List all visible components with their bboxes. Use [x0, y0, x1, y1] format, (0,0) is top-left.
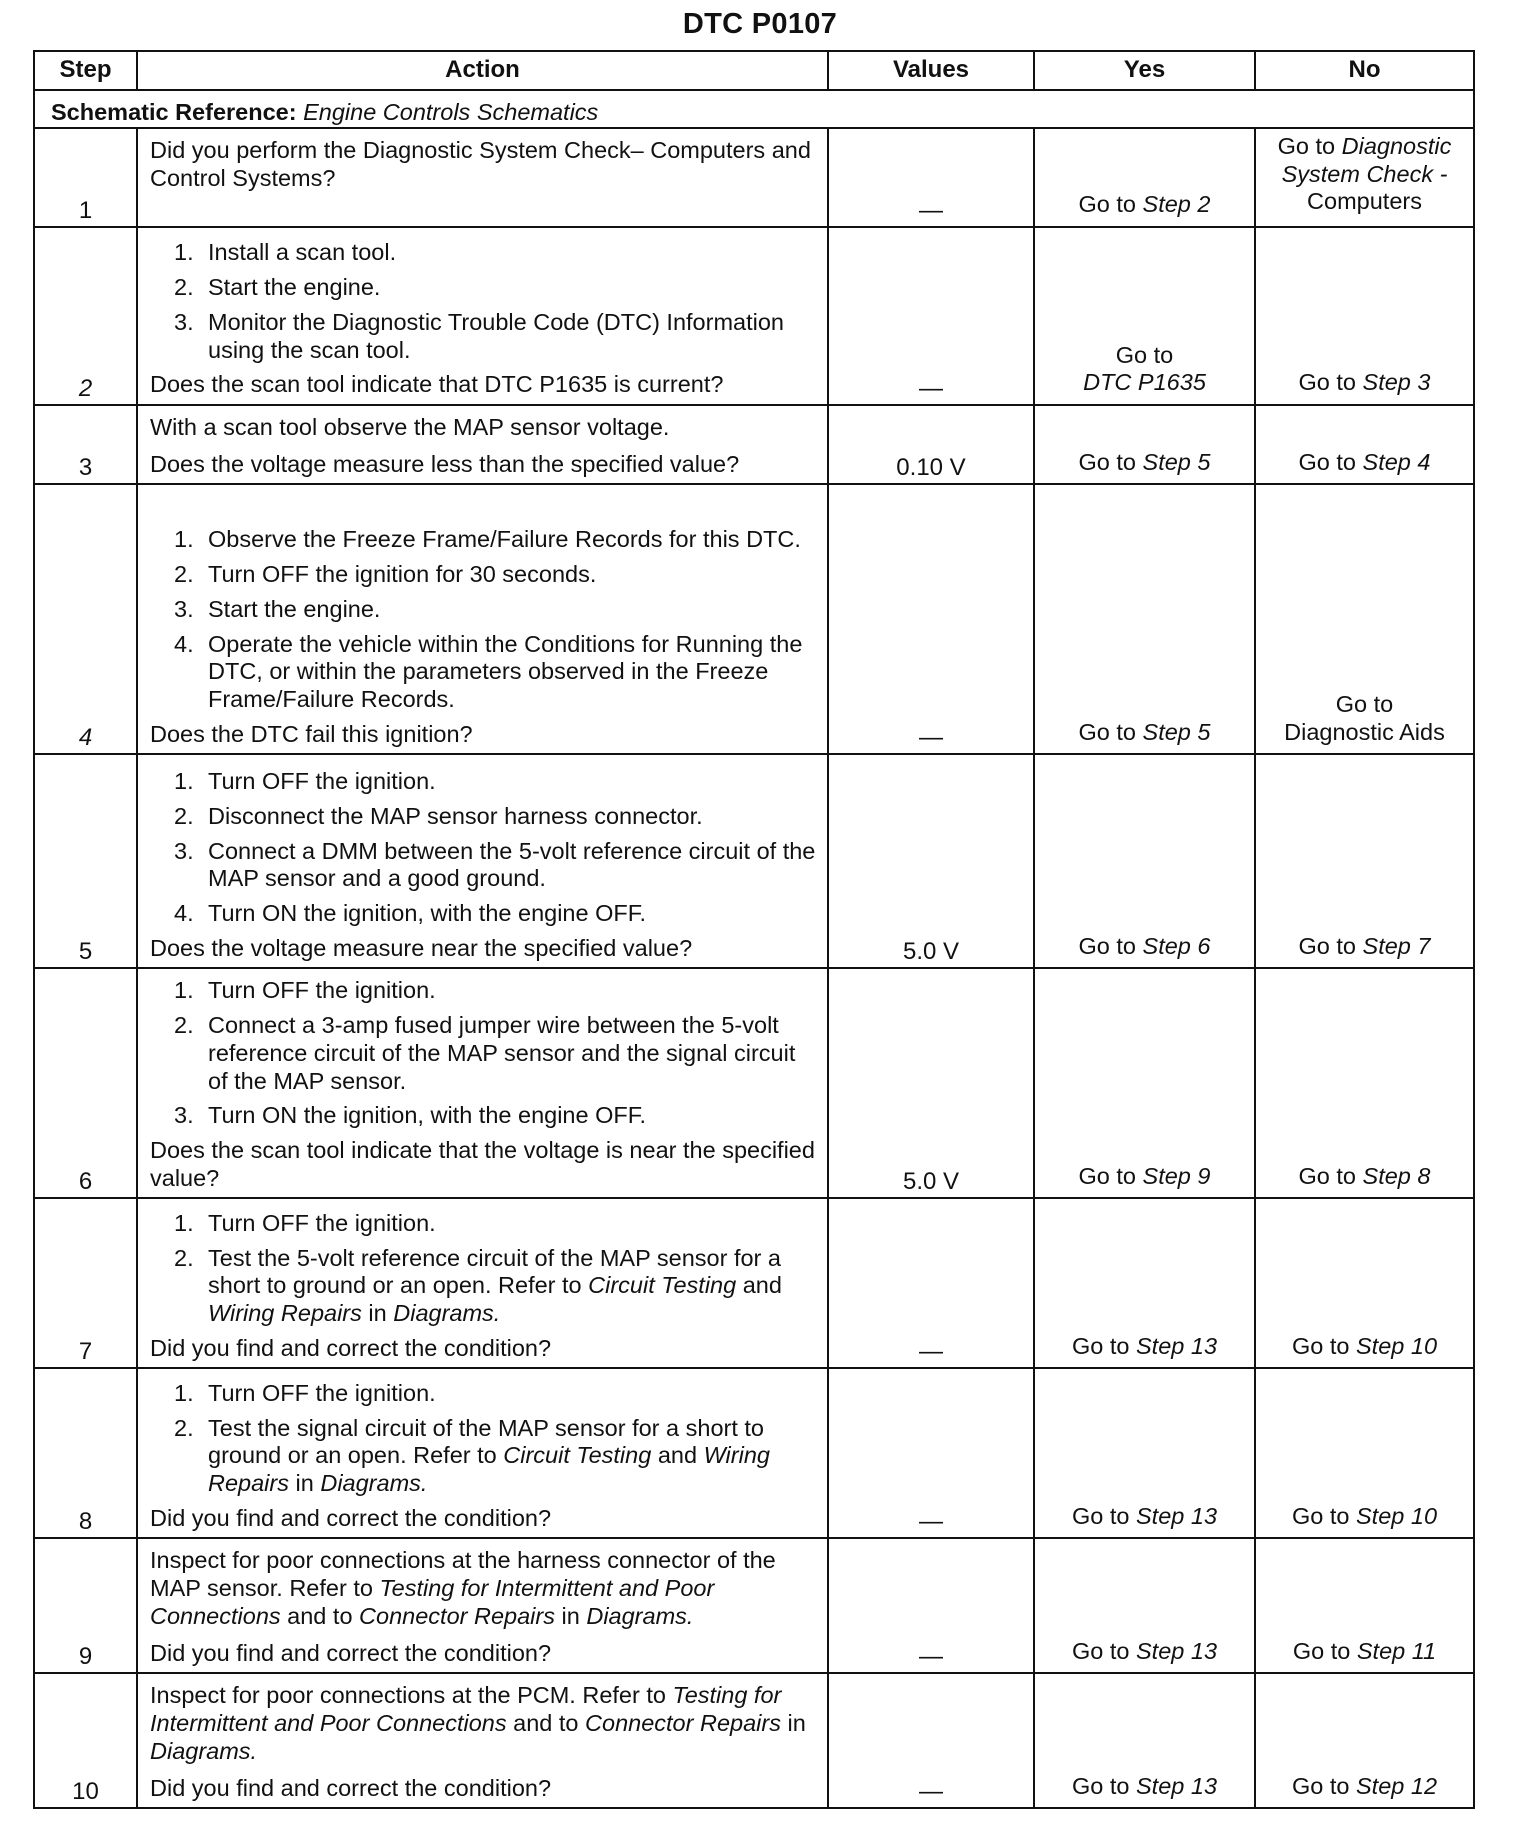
- substep-list: [150, 977, 819, 1130]
- step-number: 10: [34, 1673, 137, 1808]
- go-to-prefix: Go to: [1078, 932, 1136, 959]
- reference-link[interactable]: Circuit Testing: [503, 1442, 652, 1469]
- step-number: 4: [34, 484, 137, 754]
- go-to-link[interactable]: Step 11: [1356, 1637, 1437, 1664]
- go-to-link[interactable]: Step 13: [1136, 1637, 1218, 1664]
- go-to-prefix: Go to: [1078, 1162, 1136, 1189]
- reference-link[interactable]: Testing for Intermittent and Poor Connections: [150, 1575, 715, 1629]
- substep-list: [150, 768, 819, 928]
- go-to-prefix: Go to: [1071, 1332, 1130, 1359]
- list-item: 2. Test the signal circuit of the MAP sensor for a short to ground or an open. Refer to Circuit Testing and Wiring Repairs in Diagrams.: [174, 1414, 770, 1497]
- question: Did you find and correct the condition?: [150, 1639, 552, 1666]
- no-cell: [1255, 484, 1474, 754]
- reference-link[interactable]: Circuit Testing: [588, 1272, 737, 1299]
- list-item: 2. Connect a 3-amp fused jumper wire between the 5-volt reference circuit of the MAP sensor and the signal circuit of the MAP sensor.: [174, 1012, 796, 1094]
- no-cell: [1255, 1198, 1474, 1368]
- no-cell: [1255, 405, 1474, 484]
- yes-cell: [1034, 128, 1255, 227]
- no-cell: [1255, 968, 1474, 1198]
- table-row: [34, 1538, 1474, 1673]
- action-cell: [137, 484, 828, 754]
- header-yes: Yes: [1034, 51, 1255, 90]
- yes-cell: [1034, 968, 1255, 1198]
- substep-list: [150, 1210, 819, 1328]
- instruction: Inspect for poor connections at the harness connector of the MAP sensor. Refer to Testing for Intermittent and Poor Connections and to Connector Repairs in Diagrams.: [150, 1547, 776, 1629]
- values-cell: 5.0 V: [828, 968, 1034, 1198]
- header-action: Action: [137, 51, 828, 90]
- list-item: 1. Turn OFF the ignition.: [174, 1379, 436, 1406]
- reference-link[interactable]: Diagrams.: [586, 1602, 694, 1629]
- list-item: 2. Turn OFF the ignition for 30 seconds.: [174, 561, 597, 588]
- table-row: [34, 1368, 1474, 1538]
- no-cell: [1255, 227, 1474, 405]
- reference-link[interactable]: Wiring Repairs: [208, 1300, 362, 1327]
- list-item: 4. Operate the vehicle within the Conditions for Running the DTC, or within the parameters observed in the Freeze Frame/Failure Records.: [174, 630, 803, 712]
- header-values: Values: [828, 51, 1034, 90]
- schematic-reference-row: [34, 90, 1474, 128]
- yes-cell: [1034, 754, 1255, 968]
- no-cell: [1255, 1538, 1474, 1673]
- go-to-link[interactable]: Step 12: [1356, 1772, 1438, 1799]
- go-to-prefix: Go to: [1071, 1772, 1130, 1799]
- substep-list: [150, 239, 819, 364]
- table-row: [34, 968, 1474, 1198]
- yes-cell: [1034, 227, 1255, 405]
- question: Did you find and correct the condition?: [150, 1504, 552, 1531]
- go-to-link[interactable]: Step 5: [1142, 448, 1211, 475]
- page-title: DTC P0107: [682, 8, 838, 40]
- list-item: 3. Monitor the Diagnostic Trouble Code (DTC) Information using the scan tool.: [174, 308, 784, 363]
- step-number: 6: [34, 968, 137, 1198]
- list-item: 3. Connect a DMM between the 5-volt reference circuit of the MAP sensor and a good ground.: [174, 837, 816, 892]
- values-cell: 0.10 V: [828, 405, 1034, 484]
- list-item: 2. Start the engine.: [174, 274, 381, 301]
- list-item: 1. Observe the Freeze Frame/Failure Records for this DTC.: [174, 526, 801, 553]
- list-item: 3. Start the engine.: [174, 595, 381, 622]
- values-cell: —: [828, 1538, 1034, 1673]
- go-to-prefix: Go to: [1078, 448, 1136, 475]
- action-cell: [137, 128, 828, 227]
- go-to-prefix: Go to: [1298, 369, 1356, 396]
- list-item: 2. Disconnect the MAP sensor harness connector.: [174, 802, 703, 829]
- reference-link[interactable]: Testing for Intermittent and Poor Connections: [150, 1682, 782, 1737]
- action-cell: [137, 1198, 828, 1368]
- yes-cell: [1034, 1538, 1255, 1673]
- list-item: 1. Turn OFF the ignition.: [174, 977, 436, 1004]
- go-to-prefix: Go to: [1078, 718, 1136, 745]
- list-item: 1. Turn OFF the ignition.: [174, 768, 436, 795]
- step-number: 7: [34, 1198, 137, 1368]
- go-to-prefix: Go to: [1071, 1637, 1130, 1664]
- action-cell: [137, 1673, 828, 1808]
- go-to-prefix: Go to: [1115, 341, 1174, 368]
- values-cell: —: [828, 128, 1034, 227]
- list-item: 1. Install a scan tool.: [174, 239, 397, 266]
- substep-list: [150, 526, 819, 713]
- question: Did you perform the Diagnostic System Check– Computers and Control Systems?: [150, 137, 811, 191]
- go-to-link[interactable]: Step 4: [1362, 448, 1431, 475]
- go-to-link[interactable]: Step 7: [1362, 932, 1431, 959]
- go-to-link[interactable]: Diagnostic Aids: [1284, 718, 1445, 745]
- reference-link[interactable]: Connector Repairs: [585, 1710, 781, 1737]
- go-to-link[interactable]: Step 8: [1362, 1162, 1431, 1189]
- go-to-link[interactable]: DTC P1635: [1083, 369, 1206, 396]
- question: Does the voltage measure less than the specified value?: [150, 450, 740, 477]
- table-row: [34, 484, 1474, 754]
- question: Does the scan tool indicate that the voltage is near the specified value?: [150, 1137, 815, 1191]
- go-to-link[interactable]: Step 13: [1136, 1502, 1218, 1529]
- go-to-prefix: Go to: [1298, 1162, 1356, 1189]
- step-number: 2: [34, 227, 137, 405]
- values-cell: 5.0 V: [828, 754, 1034, 968]
- no-cell: [1255, 1673, 1474, 1808]
- action-cell: [137, 1368, 828, 1538]
- question: Does the scan tool indicate that DTC P1635 is current?: [150, 371, 724, 398]
- go-to-link[interactable]: Step 9: [1142, 1162, 1211, 1189]
- question: Does the DTC fail this ignition?: [150, 720, 473, 747]
- go-to-suffix: Computers: [1307, 188, 1422, 215]
- yes-cell: [1034, 405, 1255, 484]
- yes-cell: [1034, 1673, 1255, 1808]
- instruction: Inspect for poor connections at the PCM. Refer to Testing for Intermittent and Poor Connections and to Connector Repairs in Diagrams.: [150, 1682, 806, 1764]
- go-to-prefix: Go to: [1078, 191, 1136, 218]
- table-row: [34, 128, 1474, 227]
- reference-link[interactable]: Connector Repairs: [359, 1602, 555, 1629]
- reference-link[interactable]: Diagrams.: [393, 1300, 501, 1327]
- step-number: 8: [34, 1368, 137, 1538]
- header-step: Step: [34, 51, 137, 90]
- step-number: 1: [34, 128, 137, 227]
- action-cell: [137, 754, 828, 968]
- go-to-link[interactable]: Diagnostic System Check -: [1281, 133, 1452, 187]
- action-cell: [137, 1538, 828, 1673]
- substep-list: [150, 1380, 819, 1498]
- list-item: 4. Turn ON the ignition, with the engine OFF.: [174, 900, 647, 926]
- go-to-prefix: Go to: [1291, 1502, 1350, 1529]
- no-cell: [1255, 128, 1474, 227]
- no-cell: [1255, 1368, 1474, 1538]
- list-item: 2. Test the 5-volt reference circuit of the MAP sensor for a short to ground or an open. Refer to Circuit Testing and Wiring Repairs in Diagrams.: [174, 1244, 782, 1327]
- instruction: With a scan tool observe the MAP sensor voltage.: [150, 414, 670, 440]
- go-to-prefix: Go to: [1291, 1332, 1350, 1359]
- list-item: 1. Turn OFF the ignition.: [174, 1209, 436, 1236]
- go-to-link[interactable]: Step 13: [1136, 1332, 1218, 1359]
- reference-link[interactable]: Diagrams.: [150, 1737, 258, 1764]
- question: Did you find and correct the condition?: [150, 1774, 552, 1801]
- values-cell: —: [828, 484, 1034, 754]
- go-to-link[interactable]: Step 3: [1362, 369, 1431, 396]
- table-row: [34, 405, 1474, 484]
- action-cell: [137, 405, 828, 484]
- header-no: No: [1255, 51, 1474, 90]
- values-cell: —: [828, 1198, 1034, 1368]
- no-cell: [1255, 754, 1474, 968]
- go-to-link[interactable]: Step 13: [1136, 1772, 1218, 1799]
- step-number: 3: [34, 405, 137, 484]
- go-to-prefix: Go to: [1291, 1772, 1350, 1799]
- values-cell: —: [828, 1368, 1034, 1538]
- diagnostic-table: [33, 50, 1475, 1809]
- go-to-prefix: Go to: [1298, 448, 1356, 475]
- table-row: [34, 227, 1474, 405]
- go-to-prefix: Go to: [1335, 691, 1394, 717]
- values-cell: —: [828, 227, 1034, 405]
- yes-cell: [1034, 1368, 1255, 1538]
- schematic-reference-link[interactable]: Engine Controls Schematics: [303, 99, 599, 126]
- reference-link[interactable]: Diagrams.: [320, 1470, 428, 1497]
- go-to-link[interactable]: Step 2: [1142, 191, 1211, 218]
- yes-cell: [1034, 1198, 1255, 1368]
- reference-link[interactable]: Wiring Repairs: [208, 1442, 770, 1497]
- go-to-link[interactable]: Step 10: [1356, 1332, 1438, 1359]
- action-cell: [137, 968, 828, 1198]
- values-cell: —: [828, 1673, 1034, 1808]
- go-to-link[interactable]: Step 10: [1356, 1502, 1438, 1529]
- yes-cell: [1034, 484, 1255, 754]
- go-to-link[interactable]: Step 5: [1142, 718, 1211, 745]
- go-to-prefix: Go to: [1071, 1502, 1130, 1529]
- list-item: 3. Turn ON the ignition, with the engine OFF.: [174, 1102, 647, 1129]
- table-row: [34, 1198, 1474, 1368]
- go-to-link[interactable]: Step 6: [1142, 932, 1211, 959]
- question: Does the voltage measure near the specified value?: [150, 934, 693, 961]
- step-number: 9: [34, 1538, 137, 1673]
- schematic-reference: [34, 90, 1474, 128]
- header-row: [34, 51, 1474, 90]
- table-row: [34, 754, 1474, 968]
- action-cell: [137, 227, 828, 405]
- go-to-prefix: Go to: [1298, 932, 1356, 959]
- go-to-prefix: Go to: [1292, 1637, 1351, 1664]
- question: Did you find and correct the condition?: [150, 1334, 552, 1361]
- table-row: [34, 1673, 1474, 1808]
- schematic-reference-label: Schematic Reference:: [51, 99, 297, 126]
- step-number: 5: [34, 754, 137, 968]
- go-to-prefix: Go to: [1277, 133, 1336, 159]
